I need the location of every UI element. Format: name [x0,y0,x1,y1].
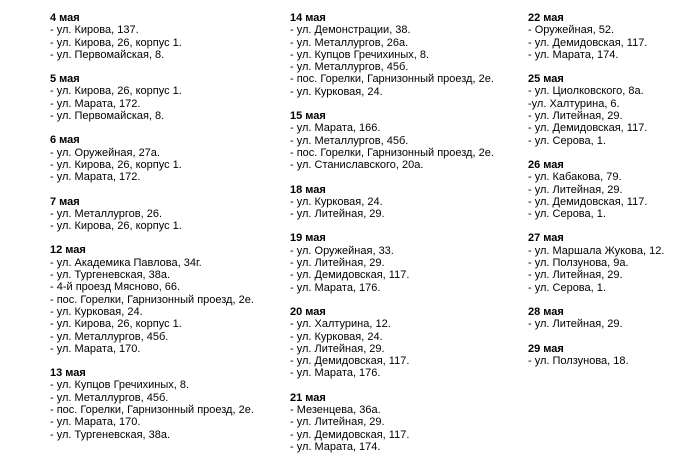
address-item: - Мезенцева, 36а. [290,404,381,417]
address-item: - ул. Кирова, 26, корпус 1. [50,220,182,233]
date-heading: 13 мая [50,367,86,380]
date-entry [290,110,530,171]
date-heading: 12 мая [50,244,86,257]
date-entry [528,232,700,293]
address-item: - ул. Марата, 174. [290,440,381,453]
address-item: - ул. Литейная, 29. [290,416,385,429]
date-entry [50,367,280,441]
date-entry [290,232,530,293]
address-item: - ул. Ползунова, 9а. [528,257,629,270]
address-item: - ул. Литейная, 29. [528,269,623,282]
date-entry [528,343,700,368]
address-item: - ул. Марата, 170. [50,342,141,355]
date-heading: 28 мая [528,305,564,318]
date-heading: 7 мая [50,195,80,208]
address-item: - ул. Тургеневская, 38а. [50,428,171,441]
address-item: - ул. Циолковского, 8а. [528,85,644,98]
address-item: - ул. Курковая, 24. [290,195,383,208]
address-item: - ул. Курковая, 24. [290,330,383,343]
address-item: - ул. Кабакова, 79. [528,171,622,184]
address-item: - ул. Первомайская, 8. [50,48,165,61]
address-item: - ул. Кирова, 26, корпус 1. [50,318,182,331]
address-item: - ул. Литейная, 29. [528,183,623,196]
date-entry [528,73,700,147]
address-item: - ул. Демидовская, 117. [290,269,410,282]
address-item: - ул. Марата, 176. [290,367,381,380]
address-item: - ул. Оружейная, 27а. [50,146,160,159]
address-item: - 4-й проезд Мясново, 66. [50,281,181,294]
date-heading: 21 мая [290,391,326,404]
address-item: - ул. Демидовская, 117. [528,36,648,49]
address-item: - ул. Марата, 174. [528,48,619,61]
address-item: - ул. Литейная, 29. [528,318,623,331]
date-heading: 15 мая [290,110,326,123]
address-item: - ул. Халтурина, 12. [290,318,391,331]
address-item: - ул. Оружейная, 33. [290,244,394,257]
date-entry [528,306,700,331]
address-item: - ул. Марата, 170. [50,416,141,429]
address-item: - ул. Демонстрации, 38. [290,24,411,37]
address-item: - ул. Литейная, 29. [290,257,385,270]
address-item: - пос. Горелки, Гарнизонный проезд, 2е. [50,293,254,306]
address-item: - ул. Кирова, 26, корпус 1. [50,85,182,98]
address-item: - ул. Литейная, 29. [528,110,623,123]
schedule-column-3 [528,12,700,379]
address-item: - ул. Купцов Гречихиных, 8. [290,48,430,61]
address-item: - ул. Литейная, 29. [290,342,385,355]
date-entry [50,12,280,61]
date-heading: 14 мая [290,12,326,24]
address-item: - ул. Литейная, 29. [290,208,385,221]
address-item: -ул. Халтурина, 6. [528,97,620,110]
date-entry [290,306,530,380]
address-item: - ул. Курковая, 24. [290,85,383,98]
date-heading: 5 мая [50,73,80,86]
address-item: - ул. Ползунова, 18. [528,354,629,367]
address-item: - пос. Горелки, Гарнизонный проезд, 2е. [290,146,494,159]
address-item: - ул. Металлургов, 26а. [290,36,409,49]
date-entry [50,73,280,122]
address-item: - ул. Первомайская, 8. [50,110,165,123]
date-heading: 29 мая [528,342,564,355]
date-heading: 26 мая [528,158,564,171]
address-item: - ул. Марата, 166. [290,122,381,135]
date-entry [290,12,530,98]
address-item: - ул. Кирова, 26, корпус 1. [50,158,182,171]
address-item: - ул. Серова, 1. [528,208,606,221]
address-item: - ул. Купцов Гречихиных, 8. [50,379,190,392]
date-entry [50,196,280,233]
address-item: - ул. Серова, 1. [528,134,606,147]
schedule-column-1 [50,12,280,453]
address-item: - ул. Демидовская, 117. [290,428,410,441]
address-item: - ул. Демидовская, 117. [528,195,648,208]
date-heading: 22 мая [528,12,564,24]
date-heading: 20 мая [290,305,326,318]
date-entry [528,159,700,220]
date-heading: 27 мая [528,232,564,245]
date-heading: 6 мая [50,134,80,147]
address-item: - ул. Серова, 1. [528,281,606,294]
address-item: - ул. Марата, 176. [290,281,381,294]
date-entry [290,184,530,221]
date-entry [290,392,530,453]
address-item: - ул. Марата, 172. [50,97,141,110]
date-heading: 4 мая [50,12,80,24]
address-item: - ул. Металлургов, 45б. [290,134,409,147]
address-item: - пос. Горелки, Гарнизонный проезд, 2е. [50,404,254,417]
address-item: - ул. Кирова, 137. [50,24,139,37]
address-item: - Оружейная, 52. [528,24,615,37]
address-item: - ул. Металлургов, 45б. [50,391,169,404]
schedule-column-2 [290,12,530,465]
address-item: - ул. Маршала Жукова, 12. [528,244,665,257]
date-entry [528,12,700,61]
address-item: - ул. Металлургов, 45б. [290,61,409,74]
date-heading: 19 мая [290,232,326,245]
address-item: - ул. Академика Павлова, 34г. [50,256,202,269]
address-item: - ул. Кирова, 26, корпус 1. [50,36,182,49]
date-heading: 25 мая [528,73,564,86]
address-item: - ул. Тургеневская, 38а. [50,269,171,282]
address-item: - ул. Демидовская, 117. [528,122,648,135]
address-item: - ул. Станиславского, 20а. [290,159,424,172]
date-entry [50,244,280,355]
date-entry [50,134,280,183]
date-heading: 18 мая [290,183,326,196]
address-item: - ул. Демидовская, 117. [290,355,410,368]
address-item: - ул. Марата, 172. [50,171,141,184]
address-item: - ул. Металлургов, 45б. [50,330,169,343]
address-item: - ул. Металлургов, 26. [50,207,163,220]
address-item: - ул. Курковая, 24. [50,305,143,318]
address-item: - пос. Горелки, Гарнизонный проезд, 2е. [290,73,494,86]
